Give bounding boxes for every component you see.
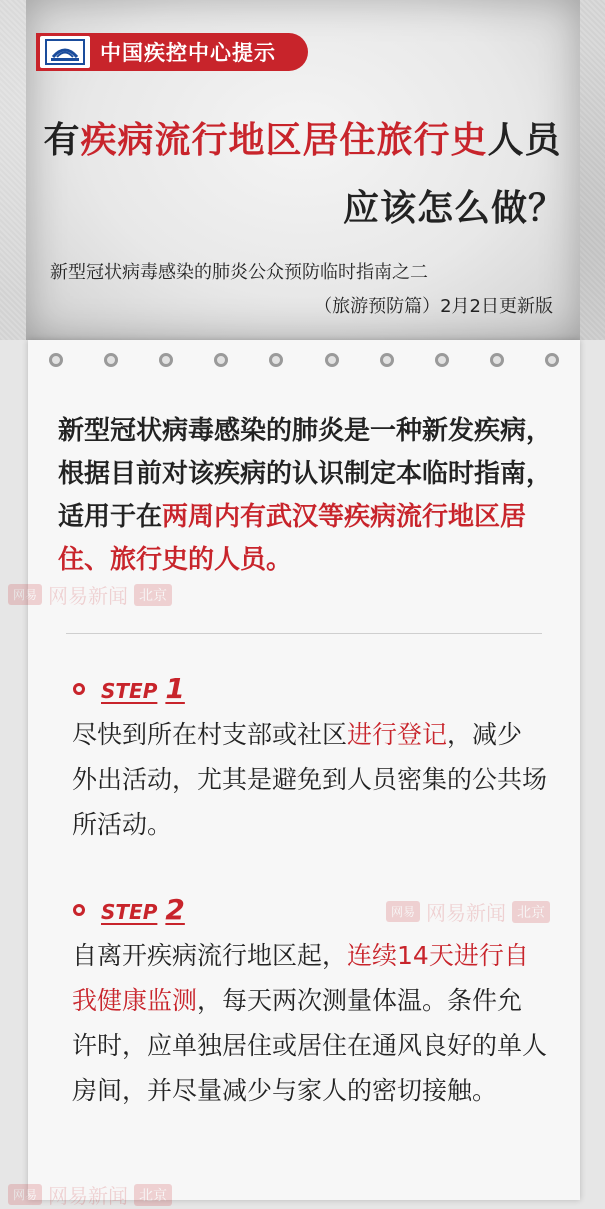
watermark-tag: 北京 [134, 1184, 172, 1206]
ring-icon [490, 353, 504, 367]
step-number: 1 [165, 672, 185, 705]
title-pre: 有 [43, 120, 81, 161]
notebook-page [13, 340, 580, 1208]
ring-icon [104, 353, 118, 367]
binder-rings [28, 350, 580, 370]
divider [66, 633, 542, 634]
step-dot-icon [73, 904, 85, 916]
watermark-text: 网易新闻 [48, 1184, 129, 1208]
page-title-line2: 应该怎么做？ [342, 188, 565, 229]
ring-icon [380, 353, 394, 367]
step-text-post: ，每天两次测量体温。条件允许时，应单独居住或居住在通风良好的单人房间，并尽量减少与家人的密切接触。 [72, 986, 548, 1105]
badge-text: 中国疾控中心提示 [100, 41, 276, 65]
step-text-post: ，减少外出活动，尤其是避免到人员密集的公共场所活动。 [72, 720, 548, 839]
step-text-highlight: 进行登记 [347, 720, 448, 749]
intro-paragraph [58, 410, 558, 582]
page-title-line1 [0, 112, 605, 163]
step-text-highlight: 连续14天进行自我健康监测 [72, 941, 529, 1015]
subtitle-line1: 新型冠状病毒感染的肺炎公众预防临时指南之二 [50, 262, 428, 283]
step-word: STEP [101, 679, 158, 703]
step-dot-icon [73, 683, 85, 695]
intro-text: 新型冠状病毒感染的肺炎是一种新发疾病，根据目前对该疾病的认识制定本临时指南，适用于在 [58, 416, 553, 532]
ring-icon [269, 353, 283, 367]
cdc-badge [36, 33, 308, 71]
title-post: 人员 [487, 120, 562, 161]
ring-icon [159, 353, 173, 367]
step-text-pre: 自离开疾病流行地区起， [72, 941, 348, 970]
step-1-text [72, 712, 547, 847]
ring-icon [325, 353, 339, 367]
subtitle-line2: （旅游预防篇）2月2日更新版 [314, 296, 553, 317]
watermark-text: 网易新闻 [48, 584, 129, 608]
watermark-logo: 网易 [386, 901, 420, 922]
watermark-logo: 网易 [8, 584, 42, 605]
intro-highlight: 两周内有武汉等疾病流行地区居住、旅行史的人员。 [58, 502, 527, 575]
watermark [8, 1180, 172, 1209]
watermark [8, 580, 172, 609]
ring-icon [214, 353, 228, 367]
watermark-tag: 北京 [134, 584, 172, 606]
cdc-logo-icon [40, 36, 90, 68]
step-2-label [73, 893, 185, 926]
ring-icon [49, 353, 63, 367]
watermark-logo: 网易 [8, 1184, 42, 1205]
watermark-text: 网易新闻 [426, 901, 507, 925]
step-1-label [73, 672, 185, 705]
step-word: STEP [101, 900, 158, 924]
step-text-pre: 尽快到所在村支部或社区 [72, 720, 348, 749]
title-highlight: 疾病流行地区居住旅行史 [80, 120, 488, 161]
ring-icon [435, 353, 449, 367]
watermark-tag: 北京 [512, 901, 550, 923]
step-2-text [72, 933, 547, 1113]
ring-icon [545, 353, 559, 367]
step-number: 2 [165, 893, 185, 926]
watermark [386, 897, 550, 926]
